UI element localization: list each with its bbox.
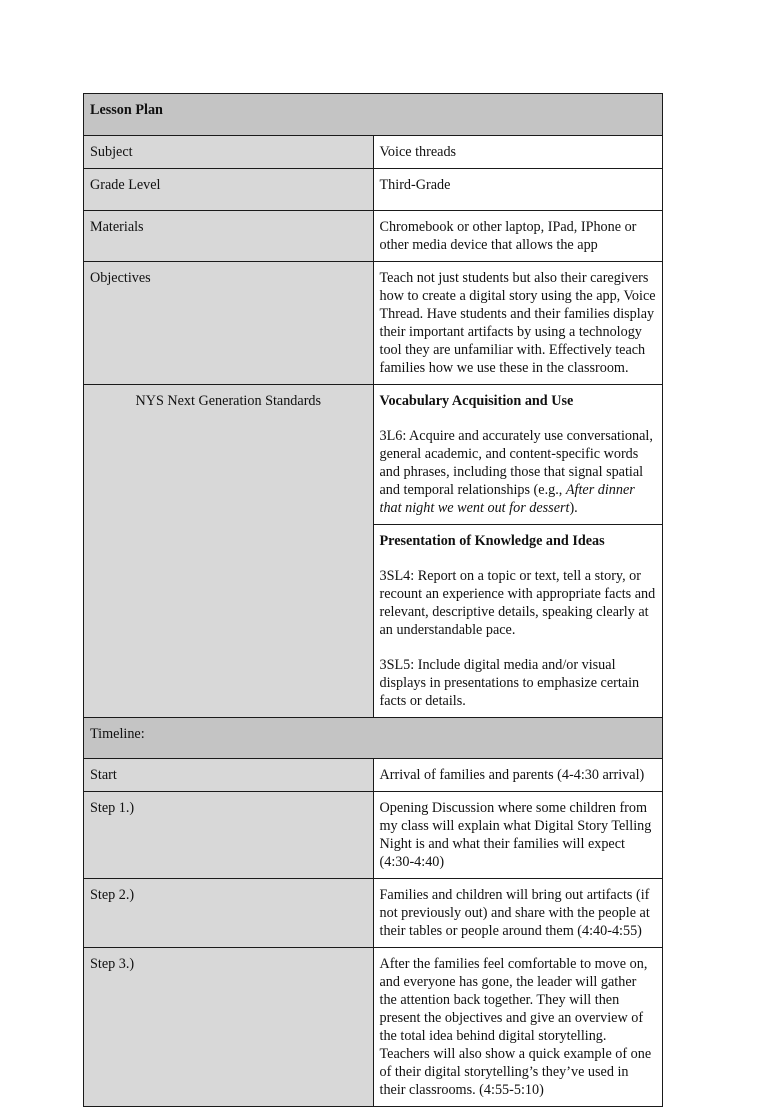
subject-label: Subject [84,136,374,169]
vocab-text-after: ). [569,500,578,516]
step-text: After the families feel comfortable to move on, and everyone has gone, the leader will gather the attention back together. They will then present the objectives and give an overview of the total idea behind digital storytelling. Teachers will also show a quick example of one of their digital storytelling’s they’ve used in their classrooms. (4:55-5:10) [373,948,663,1107]
materials-label: Materials [84,211,374,262]
presentation-heading: Presentation of Knowledge and Ideas [379,533,605,549]
standards-vocab-row [84,385,663,525]
grade-row [84,169,663,211]
vocab-heading: Vocabulary Acquisition and Use [379,393,574,409]
grade-label: Grade Level [84,169,374,211]
presentation-standard-3sl4: 3SL4: Report on a topic or text, tell a story, or recount an experience with appropriate facts and relevant, descriptive details, speaking clearly at an understandable pace. [379,568,656,638]
step-text: Opening Discussion where some children from my class will explain what Digital Story Telling Night is and what their families will expect (4:30-4:40) [373,792,663,879]
step-label: Step 3.) [84,948,374,1107]
vocab-cell [373,385,663,525]
subject-row [84,136,663,169]
vocab-example: After dinner that night we went out for dessert [379,482,635,516]
timeline-step-start [84,759,663,792]
step-text: Arrival of families and parents (4-4:30 arrival) [373,759,663,792]
objectives-row [84,262,663,385]
vocab-standard-3l6 [380,427,657,517]
timeline-step-1 [84,792,663,879]
presentation-cell [373,525,663,718]
timeline-step-2 [84,879,663,948]
title-row [84,94,663,136]
objectives-value: Teach not just students but also their caregivers how to create a digital story using the app, Voice Thread. Have students and their families display their important artifacts by using a technology tool they are unfamiliar with. Effectively teach families how we use these in the classroom. [373,262,663,385]
step-text: Families and children will bring out artifacts (if not previously out) and share with the people at their tables or people around them (4:40-4:55) [373,879,663,948]
objectives-label: Objectives [84,262,374,385]
presentation-standard-3sl5: 3SL5: Include digital media and/or visual displays in presentations to emphasize certain facts or details. [379,657,640,709]
step-label: Step 2.) [84,879,374,948]
standards-label: NYS Next Generation Standards [84,385,374,718]
lesson-plan-title: Lesson Plan [84,94,663,136]
grade-value: Third-Grade [373,169,663,211]
vocab-text-before: 3L6: Acquire and accurately use conversational, general academic, and content-specific words and phrases, including those that signal spatial and temporal relationships (e.g., [379,428,653,498]
materials-value: Chromebook or other laptop, IPad, IPhone or other media device that allows the app [373,211,663,262]
timeline-row [84,718,663,759]
materials-row [84,211,663,262]
timeline-title: Timeline: [84,718,663,759]
subject-value: Voice threads [373,136,663,169]
lesson-plan-table [83,93,663,1107]
step-label: Step 1.) [84,792,374,879]
step-label: Start [84,759,374,792]
timeline-step-3 [84,948,663,1107]
